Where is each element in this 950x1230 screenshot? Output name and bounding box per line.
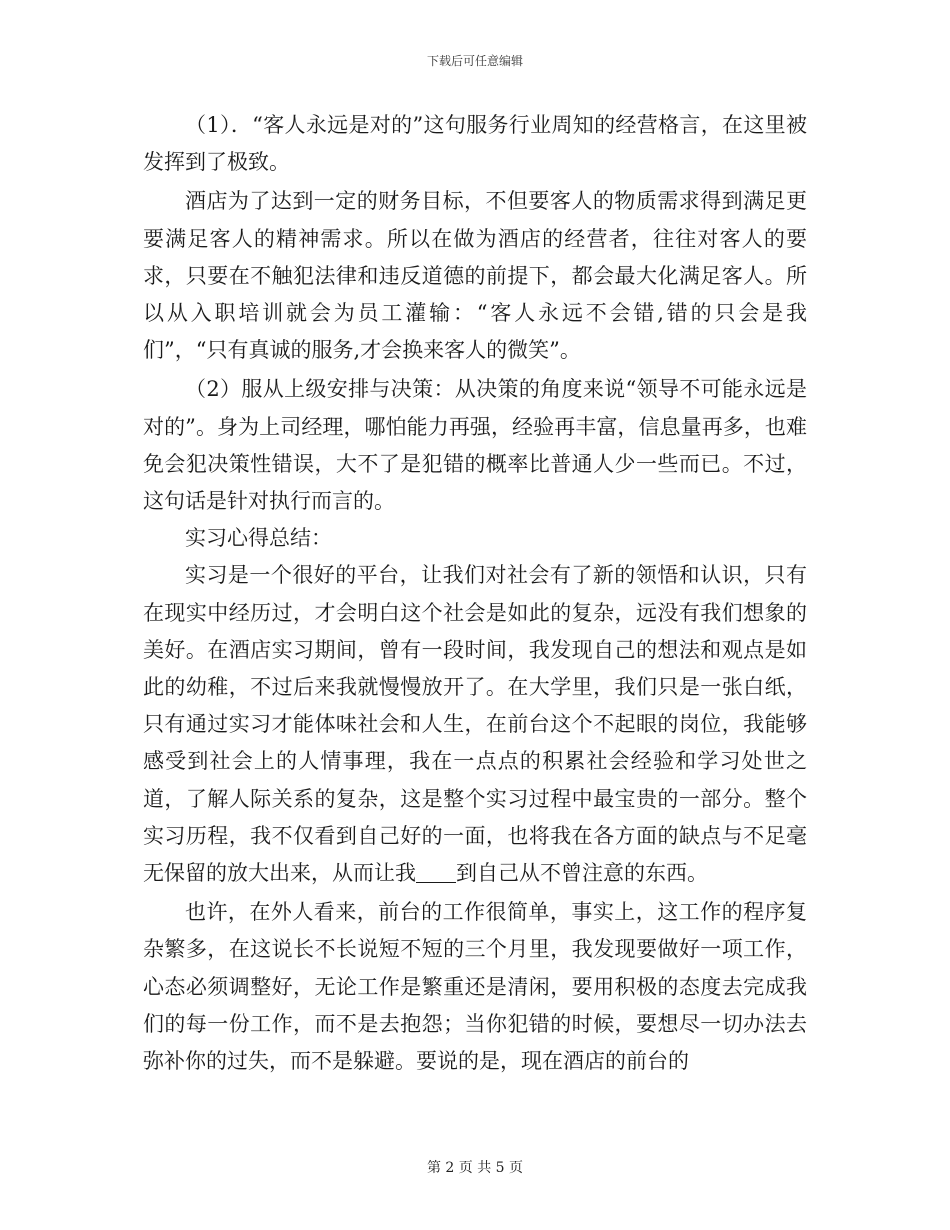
fill-in-blank	[416, 861, 456, 883]
page-header-note: 下载后可任意编辑	[426, 54, 523, 68]
paragraph-obey-superiors: （2）服从上级安排与决策：从决策的角度来说“领导不可能永远是对的”。身为上司经理，哪怕能力再强，经验再丰富，信息量再多，也难免会犯决策性错误，大不了是犯错的概率比普通人少一些而已。不过，这句话是针对执行而言的。	[143, 377, 807, 514]
paragraph-motto: （1）．“客人永远是对的”这句服务行业周知的经营格言，在这里被发挥到了极致。	[143, 113, 807, 175]
paragraph-internship-tail: 到自己从不曾注意的东西。	[456, 861, 708, 886]
paragraph-internship-reflection	[143, 557, 807, 892]
paragraph-internship-text: 实习是一个很好的平台，让我们对社会有了新的领悟和认识，只有在现实中经历过，才会明白这个社会是如此的复杂，远没有我们想象的美好。在酒店实习期间，曾有一段时间，我发现自己的想法和观点是如此的幼稚，不过后来我就慢慢放开了。在大学里，我们只是一张白纸，只有通过实习才能体味社会和人生，在前台这个不起眼的岗位，我能够感受到社会上的人情事理，我在一点点的积累社会经验和学习处世之道，了解人际关系的复杂，这是整个实习过程中最宝贵的一部分。整个实习历程，我不仅看到自己好的一面，也将我在各方面的缺点与不足毫无保留的放大出来，从而让我	[143, 563, 807, 886]
page-number: 第 2 页 共 5 页	[426, 1160, 524, 1176]
paragraph-summary-heading: 实习心得总结：	[185, 526, 332, 551]
paragraph-customer-needs: 酒店为了达到一定的财务目标，不但要客人的物质需求得到满足更要满足客人的精神需求。所以在做为酒店的经营者，往往对客人的要求，只要在不触犯法律和违反道德的前提下，都会最大化满足客人。所以从入职培训就会为员工灌输：“客人永远不会错,错的只会是我们”，“只有真诚的服务,才会换来客人的微笑”。	[143, 189, 807, 363]
document-body	[143, 107, 807, 1080]
paragraph-front-desk-work: 也许，在外人看来，前台的工作很简单，事实上，这工作的程序复杂繁多，在这说长不长说短不短的三个月里，我发现要做好一项工作，心态必须调整好，无论工作是繁重还是清闲，要用积极的态度去完成我们的每一份工作，而不是去抱怨；当你犯错的时候，要想尽一切办法去弥补你的过失，而不是躲避。要说的是，现在酒店的前台的	[143, 900, 807, 1074]
